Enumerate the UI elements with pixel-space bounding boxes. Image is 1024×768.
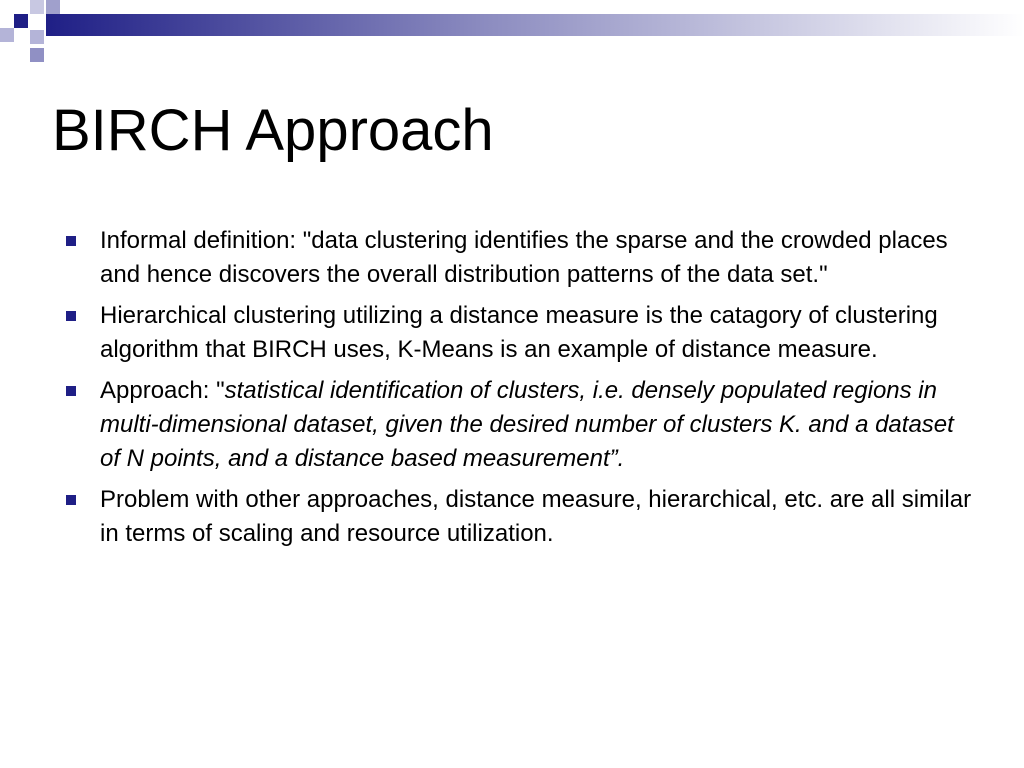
bullet-square-icon [66, 236, 76, 246]
bullet-list [0, 224, 1024, 558]
deco-square-mid [30, 48, 44, 62]
bullet-text [100, 374, 974, 476]
bullet-text: Problem with other approaches, distance measure, hierarchical, etc. are all similar in terms of scaling and resource utilization. [100, 486, 972, 547]
bullet-item [0, 299, 1024, 367]
header-decoration [0, 0, 1024, 64]
header-gradient-bar [46, 14, 1024, 36]
bullet-text: Hierarchical clustering utilizing a distance measure is the catagory of clustering algorithm that BIRCH uses, K-Means is an example of distance measure. [100, 302, 938, 363]
deco-square-light [30, 30, 44, 44]
bullet-square-icon [66, 495, 76, 505]
deco-square-dark [14, 14, 28, 28]
deco-square-light [0, 28, 14, 42]
deco-square-light [30, 0, 44, 14]
bullet-item [0, 224, 1024, 292]
slide-title: BIRCH Approach [52, 98, 494, 163]
bullet-item [0, 374, 1024, 476]
deco-square-light [46, 0, 60, 14]
bullet-text: Informal definition: "data clustering identifies the sparse and the crowded places and hence discovers the overall distribution patterns of the data set." [100, 227, 948, 288]
bullet-prefix: Approach: " [100, 377, 225, 404]
bullet-item [0, 483, 1024, 551]
bullet-italic-text: statistical identification of clusters, i.e. densely populated regions in multi-dimensional dataset, given the desired number of clusters K. and a dataset of N points, and a distance based measurement”. [100, 377, 954, 472]
bullet-square-icon [66, 311, 76, 321]
bullet-square-icon [66, 386, 76, 396]
